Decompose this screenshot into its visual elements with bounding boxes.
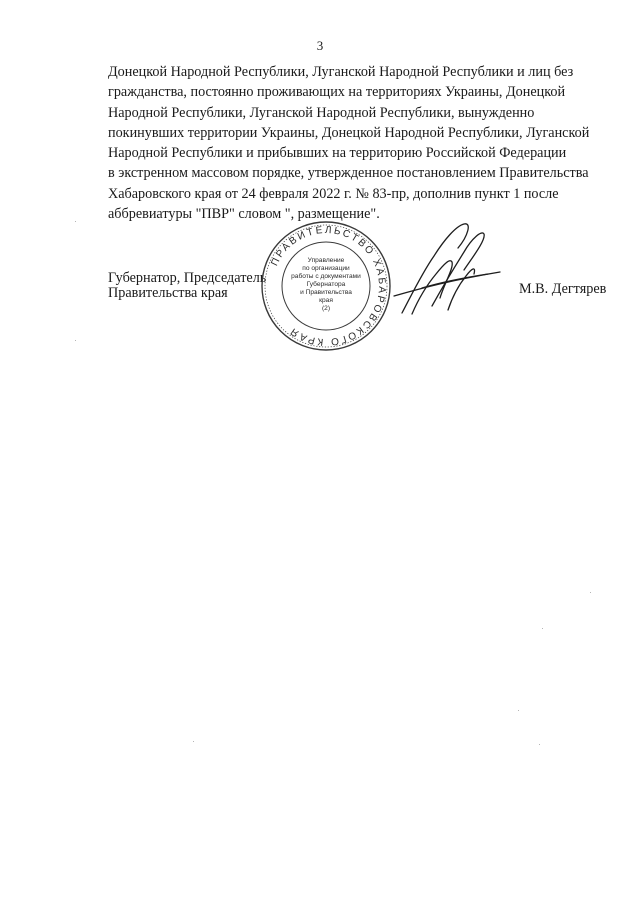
body-line-8: аббревиатуры "ПВР" словом ", размещение".: [108, 206, 380, 223]
seal-inner-line-3: работы с документами: [291, 273, 361, 280]
scan-speck: [590, 592, 591, 593]
seal-inner-line-4: Губернатора: [306, 281, 346, 288]
page-number: 3: [316, 38, 324, 53]
body-line-2: гражданства, постоянно проживающих на территориях Украины, Донецкой: [108, 84, 566, 101]
scan-speck: [542, 628, 543, 629]
signatory-position: [108, 271, 266, 301]
seal-inner-line-1: Управление: [307, 257, 345, 264]
scan-speck: [539, 744, 540, 745]
body-paragraph: [108, 62, 590, 224]
body-line-7: Хабаровского края от 24 февраля 2022 г. № 83-пр, дополнив пункт 1 после: [108, 185, 559, 202]
body-line-1: Донецкой Народной Республики, Луганской Народной Республики и лиц без: [108, 64, 574, 80]
body-line-5: Народной Республики и прибывших на территорию Российской Федерации: [108, 145, 567, 162]
handwritten-signature: [392, 218, 502, 318]
official-seal-stamp: [259, 219, 393, 353]
signatory-name: М.В. Дегтярев: [519, 281, 607, 297]
signatory-position-line-1: Губернатор, Председатель: [108, 270, 267, 286]
seal-inner-line-7: (2): [321, 305, 331, 312]
seal-inner-line-6: края: [319, 297, 333, 304]
seal-inner-line-2: по организации: [302, 265, 350, 272]
scan-speck: [75, 340, 76, 341]
seal-outer-text: ПРАВИТЕЛЬСТВО ХАБАРОВСКОГО КРАЯ: [269, 224, 388, 348]
scan-speck: [518, 710, 519, 711]
signatory-position-line-2: Правительства края: [108, 285, 228, 301]
body-line-3: Народной Республики, Луганской Народной Республики, вынужденно: [108, 104, 535, 121]
body-line-4: покинувших территории Украины, Донецкой Народной Республики, Луганской: [108, 124, 590, 141]
seal-inner-line-5: и Правительства: [300, 289, 352, 296]
body-line-6: в экстренном массовом порядке, утвержденное постановлением Правительства: [108, 165, 589, 182]
scan-speck: [75, 221, 76, 222]
scan-speck: [193, 741, 194, 742]
